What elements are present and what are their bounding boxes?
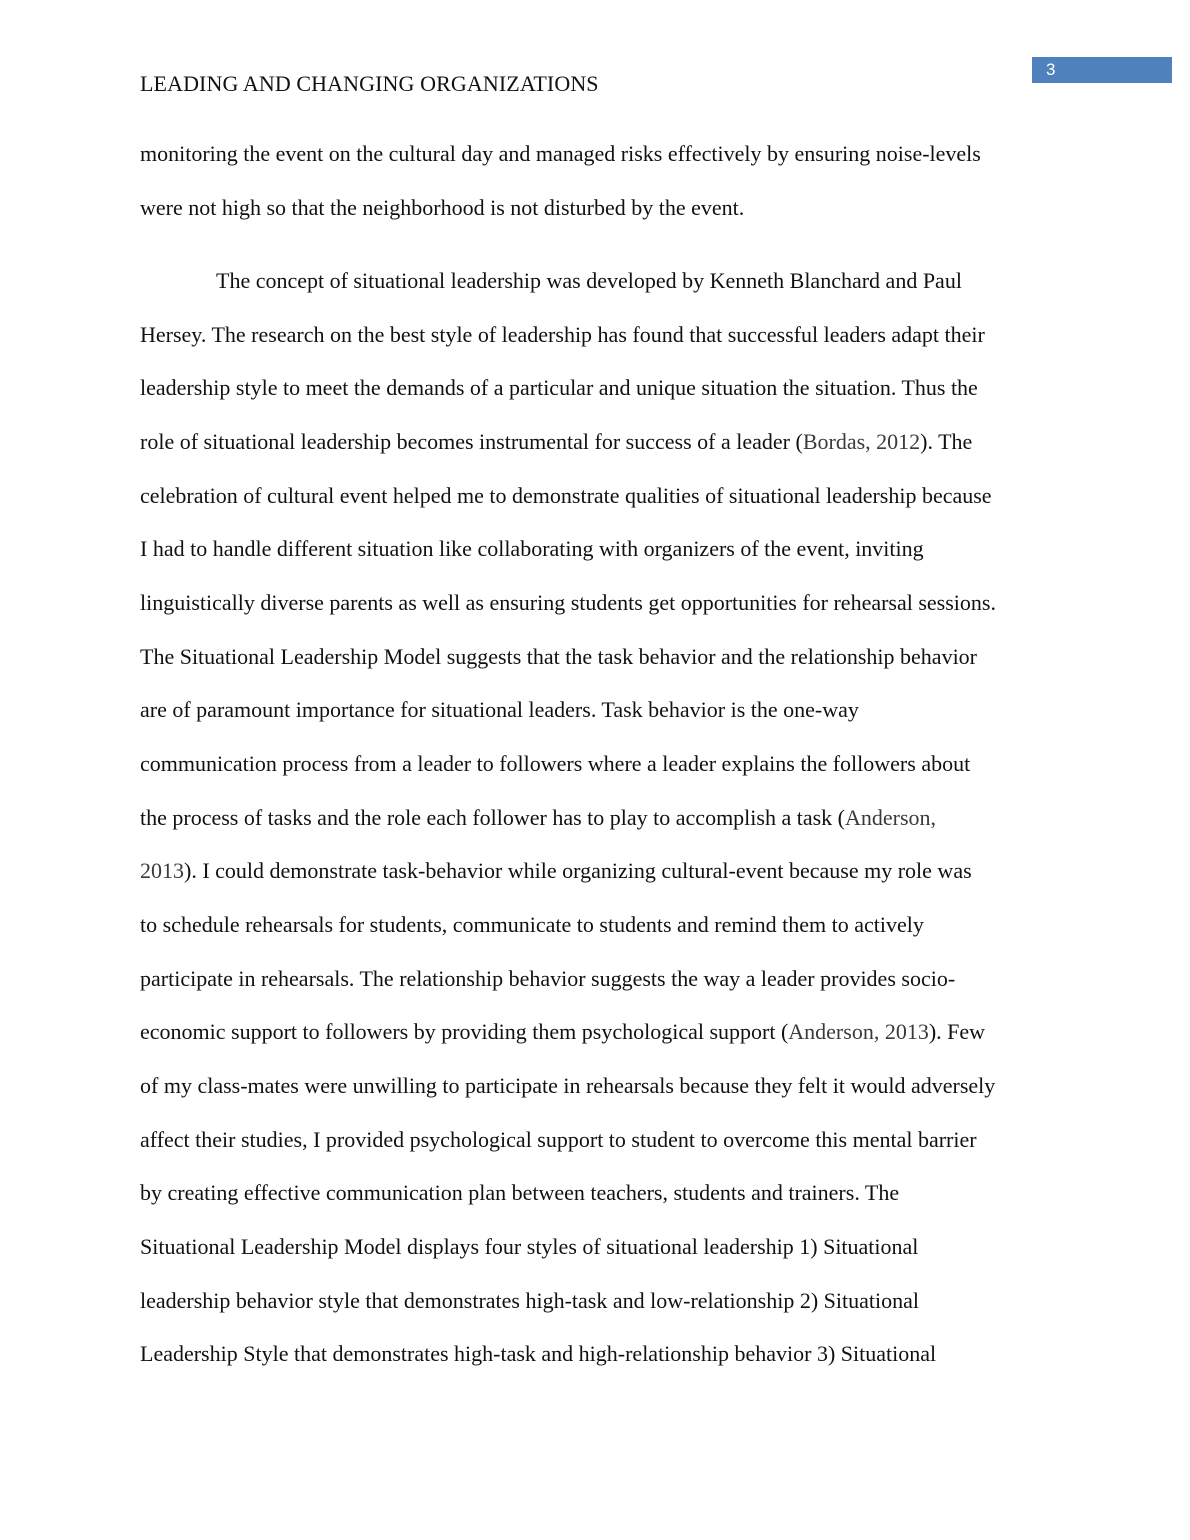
text-run: economic support to followers by providing them psychological support (: [140, 1019, 789, 1044]
body-line: [140, 911, 924, 939]
text-run: Leadership Style that demonstrates high-task and high-relationship behavior 3) Situational: [140, 1341, 937, 1366]
citation: Bordas, 2012: [802, 429, 921, 454]
text-run: the process of tasks and the role each follower has to play to accomplish a task (: [140, 805, 845, 830]
body-line: [140, 1179, 899, 1207]
running-head: LEADING AND CHANGING ORGANIZATIONS: [140, 71, 599, 96]
text-run: ). The: [920, 429, 973, 454]
text-run: I had to handle different situation like collaborating with organizers of the event, inviting: [140, 536, 924, 561]
body-line: [140, 428, 972, 456]
text-run: were not high so that the neighborhood is not disturbed by the event.: [140, 195, 745, 220]
body-line: [140, 1126, 977, 1154]
body-line: [140, 696, 859, 724]
text-run: linguistically diverse parents as well as ensuring students get opportunities for rehearsal sessions.: [140, 590, 996, 615]
text-run: participate in rehearsals. The relationship behavior suggests the way a leader provides socio-: [140, 966, 956, 991]
body-line: [140, 482, 992, 510]
body-line: [140, 804, 936, 832]
body-line: [140, 750, 970, 778]
body-line: [140, 535, 924, 563]
text-run: affect their studies, I provided psychological support to student to overcome this mental barrier: [140, 1127, 977, 1152]
body-line: [140, 321, 985, 349]
citation: 2013: [140, 858, 184, 883]
text-run: Situational Leadership Model displays four styles of situational leadership 1) Situational: [140, 1234, 919, 1259]
text-run: leadership behavior style that demonstrates high-task and low-relationship 2) Situational: [140, 1288, 919, 1313]
body-line: [140, 1287, 919, 1315]
text-run: leadership style to meet the demands of a particular and unique situation the situation. Thus the: [140, 375, 978, 400]
body-line: [140, 374, 978, 402]
body-line: [216, 267, 962, 295]
body-line: [140, 643, 977, 671]
body-line: [140, 857, 972, 885]
body-line: [140, 140, 981, 168]
text-run: The concept of situational leadership was developed by Kenneth Blanchard and Paul: [216, 268, 962, 293]
text-run: communication process from a leader to followers where a leader explains the followers about: [140, 751, 971, 776]
text-run: by creating effective communication plan between teachers, students and trainers. The: [140, 1180, 900, 1205]
text-run: ). I could demonstrate task-behavior while organizing cultural-event because my role was: [184, 858, 972, 883]
text-run: celebration of cultural event helped me to demonstrate qualities of situational leadership because: [140, 483, 992, 508]
body-line: [140, 1018, 985, 1046]
body-line: [140, 589, 996, 617]
text-run: monitoring the event on the cultural day and managed risks effectively by ensuring noise-levels: [140, 141, 981, 166]
text-run: of my class-mates were unwilling to participate in rehearsals because they felt it would adversely: [140, 1073, 996, 1098]
body-line: [140, 194, 744, 222]
text-run: Hersey. The research on the best style of leadership has found that successful leaders adapt their: [140, 322, 985, 347]
page-number: 3: [1032, 57, 1172, 83]
text-run: role of situational leadership becomes instrumental for success of a leader (: [140, 429, 803, 454]
text-run: The Situational Leadership Model suggests that the task behavior and the relationship behavior: [140, 644, 978, 669]
body-line: [140, 1233, 918, 1261]
body-line: [140, 965, 955, 993]
text-run: ). Few: [928, 1019, 986, 1044]
citation: Anderson,: [845, 805, 937, 830]
body-line: [140, 1072, 995, 1100]
body-line: [140, 1340, 936, 1368]
text-run: to schedule rehearsals for students, communicate to students and remind them to actively: [140, 912, 924, 937]
citation: Anderson, 2013: [788, 1019, 929, 1044]
text-run: are of paramount importance for situational leaders. Task behavior is the one-way: [140, 697, 859, 722]
